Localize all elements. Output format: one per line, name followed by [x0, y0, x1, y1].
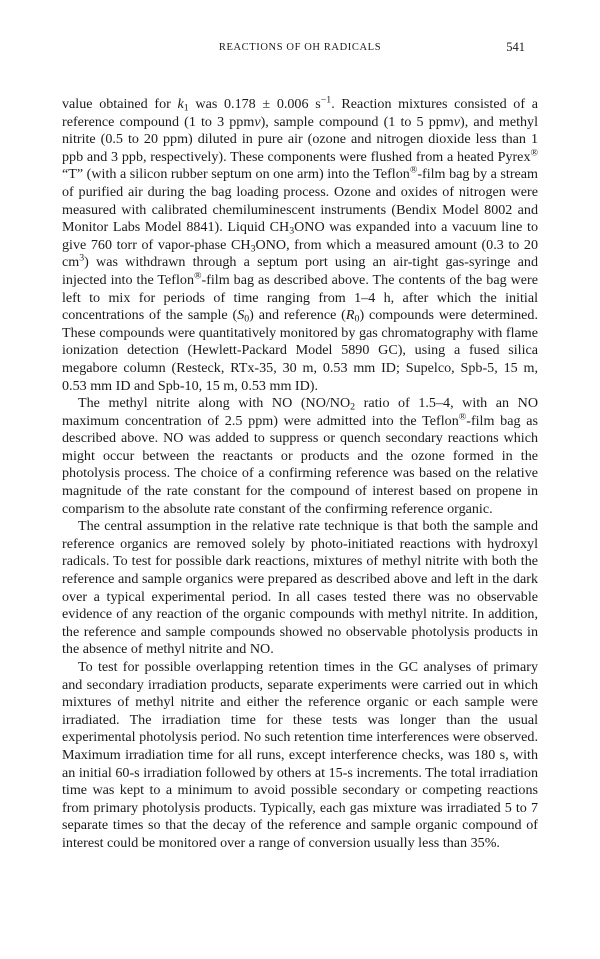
unit-italic: v — [254, 113, 261, 130]
subscript: 1 — [183, 102, 189, 114]
paragraph-3: The central assumption in the relative rate technique is that both the sample and reference organics are removed solely by photo-initiated reactions with hydroxyl radicals. To test for possible dark reactions, mixtures of methyl nitrite with both the reference and sample organics were prepared as described above and left in the dark over a typical experimental period. In all cases tested there was no observable evidence of any reaction of the organic compounds with methyl nitrite. In addition, the reference and sample compounds showed no observable photolysis products in the absence of methyl nitrite and NO. — [62, 518, 538, 658]
body-text — [62, 96, 538, 853]
text-run: The methyl nitrite along with NO (NO/NO — [78, 395, 351, 412]
subscript: 0 — [244, 313, 250, 325]
text-run: ONO, from which a measured amount (0.3 to 20 cm — [62, 236, 539, 271]
text-run: ratio of 1.5–4, with an NO maximum concentration of 2.5 ppm) were admitted into the Teflon — [62, 395, 538, 429]
page-number: 541 — [506, 40, 525, 54]
sample-symbol: S — [237, 307, 245, 324]
superscript: −1 — [320, 94, 332, 106]
paragraph-1 — [62, 96, 538, 395]
text-run: -film bag as described above. The contents of the bag were left to mix for periods of time ranging from 1–4 h, after which the initial concentrations of the sample ( — [62, 271, 538, 324]
text-run: . Reaction mixtures consisted of a reference compound (1 to 3 ppm — [62, 96, 538, 130]
subscript: 3 — [289, 225, 295, 237]
text-run: ) and reference ( — [249, 307, 346, 324]
text-run: “T” (with a silicon rubber septum on one arm) into the Teflon — [62, 166, 410, 183]
text-run: ) was withdrawn through a septum port using an air-tight gas-syringe and injected into the Teflon — [62, 254, 538, 288]
text-run: value obtained for — [62, 96, 178, 112]
rate-constant-symbol: k — [177, 96, 184, 112]
running-title: REACTIONS OF OH RADICALS — [218, 42, 382, 53]
superscript: 3 — [79, 252, 85, 264]
text-run: ) compounds were determined. These compounds were quantitatively monitored by gas chromatography with flame ionization detection (Hewlett-Packard Model 5890 GC), using a fused silica megabore column (Resteck, RTx-35, 30 m, 0.53 mm ID; Supelco, Spb-5, 15 m, 0.53 mm ID and Spb-10, 15 m, 0.53 mm ID). — [62, 307, 538, 394]
registered-mark: ® — [194, 270, 202, 282]
registered-mark: ® — [409, 164, 418, 176]
reference-symbol: R — [345, 307, 355, 324]
text-run: ONO was expanded into a vacuum line to give 760 torr of vapor-phase CH — [62, 219, 538, 253]
text-run: was 0.178 ± 0.006 s — [188, 96, 321, 112]
text-run: -film bag as described above. NO was added to suppress or quench secondary reactions which might occur between the reactants or products and the ozone formed in the photolysis process. The choice of a confirming reference was based on the relative magnitude of the rate constant for the compound of interest based on propene in comparism to the absolute rate constant of the confirming reference organic. — [62, 412, 538, 517]
subscript: 0 — [354, 313, 360, 325]
text-run: ), sample compound (1 to 5 ppm — [260, 113, 454, 130]
unit-italic: v — [453, 113, 461, 130]
paragraph-4: To test for possible overlapping retention times in the GC analyses of primary and secondary irradiation products, separate experiments were carried out in which mixtures of methyl nitrite and either the reference organic or each sample were irradiated. The irradiation time for these tests was longer than the usual experimental photolysis period. No such retention time interferences were observed. Maximum irradiation time for all runs, except interference checks, was 180 s, with an initial 60-s irradiation followed by others at 15-s increments. The total irradiation time was kept to a minimum to avoid possible secondary or competing reactions from primary photolysis products. Typically, each gas mixture was irradiated 5 to 7 separate times so that the decay of the reference and sample organic compound of interest could be monitored over a range of conversion usually less than 35%. — [62, 659, 538, 851]
subscript: 2 — [350, 401, 356, 413]
registered-mark: ® — [530, 147, 538, 159]
text-run: ), and methyl nitrite (0.5 to 20 ppm) diluted in pure air (ozone and nitrogen dioxide less than 1 ppb and 3 ppb, respectively). These components were flushed from a heated Pyrex — [62, 113, 539, 165]
subscript: 3 — [250, 243, 256, 255]
page-header — [0, 40, 600, 60]
paragraph-2 — [62, 395, 538, 518]
registered-mark: ® — [458, 411, 467, 423]
text-run: -film bag by a stream of purified air during the bag loading process. Ozone and oxides of nitrogen were measured with calibrated chemiluminescent instruments (Bendix Model 8002 and Monitor Labs Model 8841). Liquid CH — [62, 166, 538, 236]
